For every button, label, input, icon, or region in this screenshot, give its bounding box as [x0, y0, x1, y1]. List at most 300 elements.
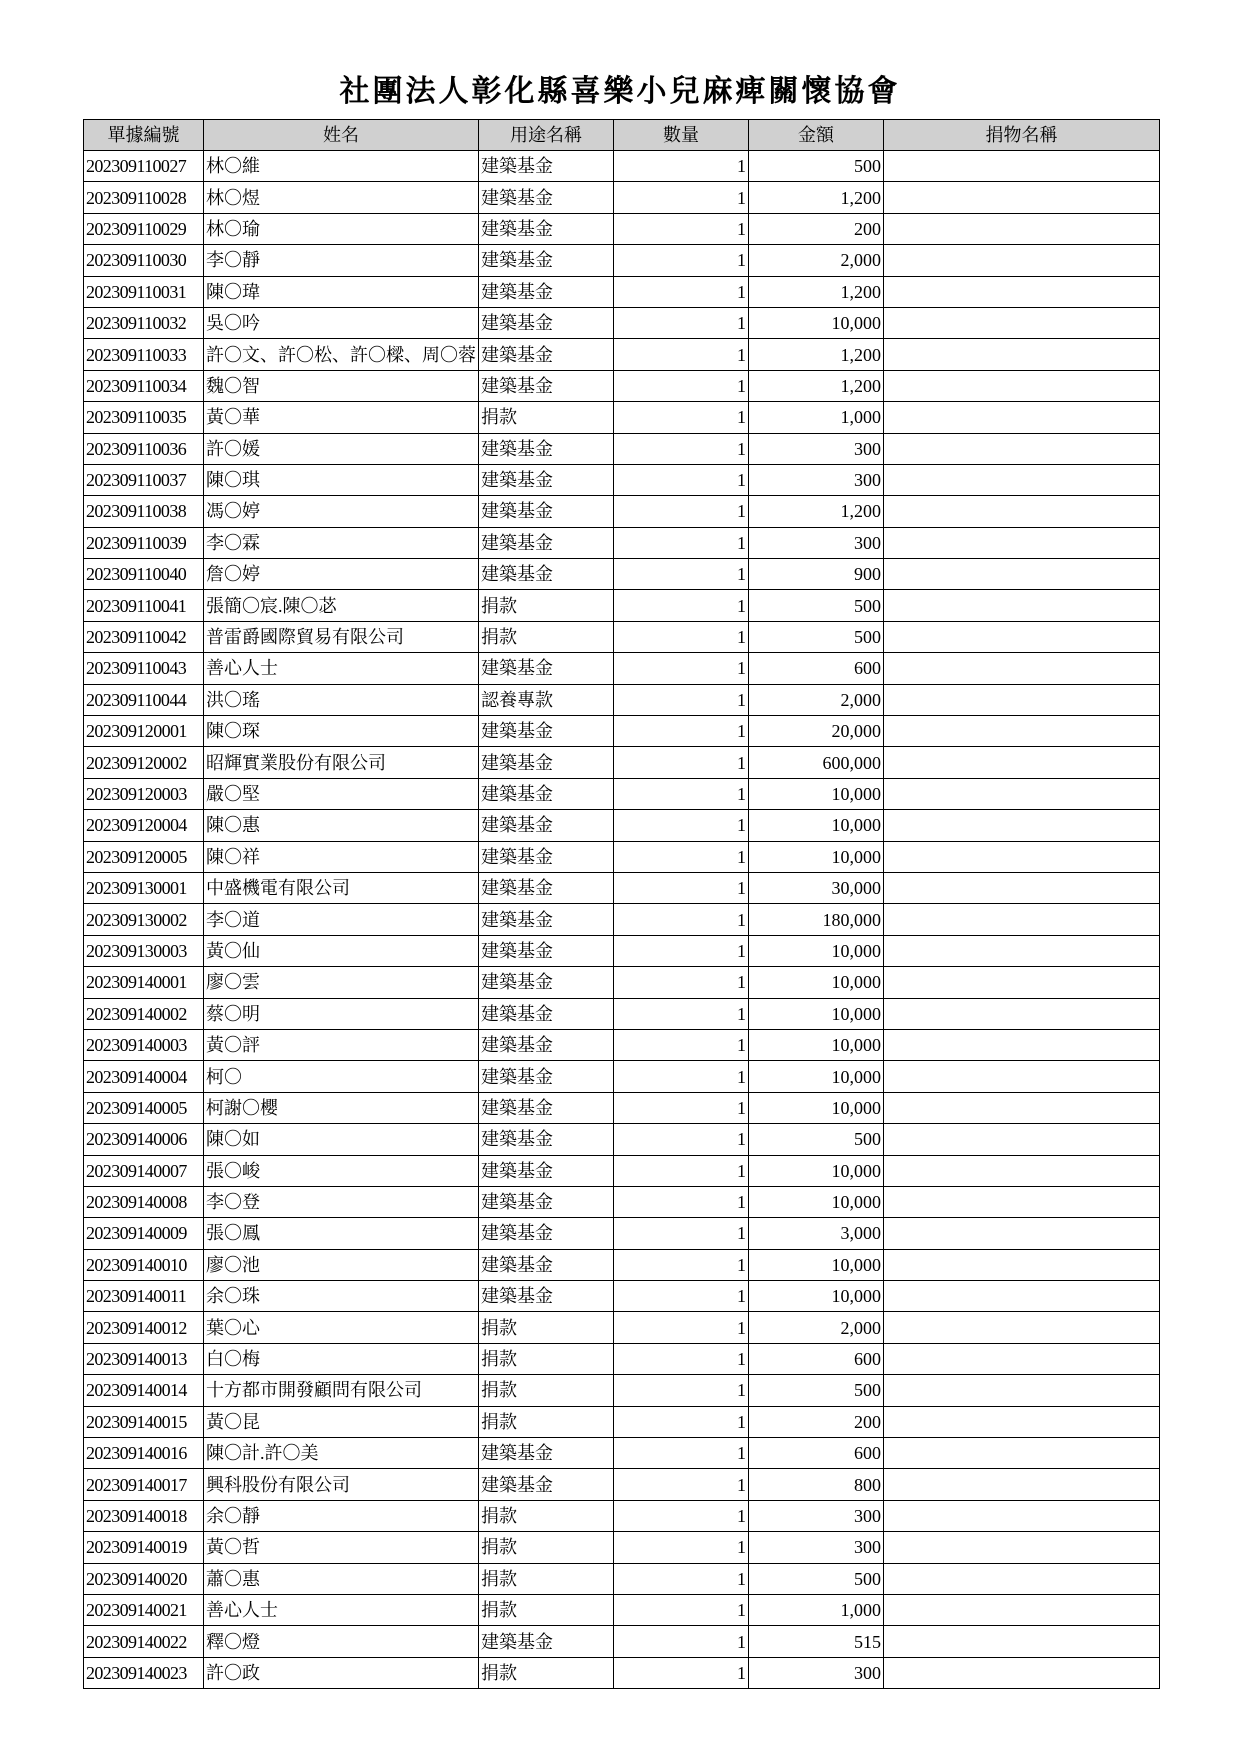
quantity-cell: 1	[614, 1563, 749, 1594]
amount-cell: 2,000	[749, 684, 884, 715]
purpose-cell: 建築基金	[479, 1218, 614, 1249]
receipt-number-cell: 202309140010	[84, 1249, 204, 1280]
receipt-number-cell: 202309110031	[84, 276, 204, 307]
purpose-cell: 建築基金	[479, 433, 614, 464]
amount-cell: 600,000	[749, 747, 884, 778]
table-row	[84, 653, 1160, 684]
donor-name-cell: 黃〇華	[204, 402, 479, 433]
amount-cell: 1,200	[749, 496, 884, 527]
purpose-cell: 建築基金	[479, 1186, 614, 1217]
table-row	[84, 307, 1160, 338]
donated-item-cell	[884, 559, 1160, 590]
purpose-cell: 捐款	[479, 402, 614, 433]
donor-name-cell: 陳〇祥	[204, 841, 479, 872]
purpose-cell: 建築基金	[479, 716, 614, 747]
donated-item-cell	[884, 716, 1160, 747]
quantity-cell: 1	[614, 1406, 749, 1437]
table-row	[84, 276, 1160, 307]
amount-cell: 500	[749, 1124, 884, 1155]
donor-name-cell: 善心人士	[204, 653, 479, 684]
donor-name-cell: 柯〇	[204, 1061, 479, 1092]
amount-cell: 500	[749, 590, 884, 621]
donor-name-cell: 余〇珠	[204, 1281, 479, 1312]
header-receipt-number: 單據編號	[84, 120, 204, 151]
amount-cell: 300	[749, 1532, 884, 1563]
table-row	[84, 872, 1160, 903]
amount-cell: 200	[749, 1406, 884, 1437]
quantity-cell: 1	[614, 684, 749, 715]
donated-item-cell	[884, 245, 1160, 276]
amount-cell: 10,000	[749, 967, 884, 998]
table-row	[84, 1343, 1160, 1374]
receipt-number-cell: 202309140004	[84, 1061, 204, 1092]
amount-cell: 180,000	[749, 904, 884, 935]
donor-name-cell: 陳〇琛	[204, 716, 479, 747]
amount-cell: 900	[749, 559, 884, 590]
table-row	[84, 1281, 1160, 1312]
purpose-cell: 建築基金	[479, 496, 614, 527]
table-row	[84, 1406, 1160, 1437]
receipt-number-cell: 202309140020	[84, 1563, 204, 1594]
purpose-cell: 建築基金	[479, 967, 614, 998]
receipt-number-cell: 202309120005	[84, 841, 204, 872]
donated-item-cell	[884, 496, 1160, 527]
donated-item-cell	[884, 967, 1160, 998]
quantity-cell: 1	[614, 590, 749, 621]
donor-name-cell: 林〇瑜	[204, 213, 479, 244]
amount-cell: 10,000	[749, 1249, 884, 1280]
table-row	[84, 1438, 1160, 1469]
receipt-number-cell: 202309110028	[84, 182, 204, 213]
amount-cell: 1,200	[749, 182, 884, 213]
receipt-number-cell: 202309140009	[84, 1218, 204, 1249]
receipt-number-cell: 202309120002	[84, 747, 204, 778]
quantity-cell: 1	[614, 464, 749, 495]
donation-table	[83, 119, 1160, 1689]
donor-name-cell: 李〇霖	[204, 527, 479, 558]
quantity-cell: 1	[614, 1438, 749, 1469]
amount-cell: 600	[749, 653, 884, 684]
donor-name-cell: 詹〇婷	[204, 559, 479, 590]
amount-cell: 10,000	[749, 1186, 884, 1217]
donated-item-cell	[884, 590, 1160, 621]
donor-name-cell: 張簡〇宸.陳〇苾	[204, 590, 479, 621]
quantity-cell: 1	[614, 904, 749, 935]
purpose-cell: 建築基金	[479, 904, 614, 935]
table-row	[84, 1532, 1160, 1563]
table-row	[84, 841, 1160, 872]
donor-name-cell: 許〇文、許〇松、許〇樑、周〇蓉	[204, 339, 479, 370]
donated-item-cell	[884, 370, 1160, 401]
donated-item-cell	[884, 1469, 1160, 1500]
donated-item-cell	[884, 213, 1160, 244]
receipt-number-cell: 202309110038	[84, 496, 204, 527]
purpose-cell: 建築基金	[479, 307, 614, 338]
table-row	[84, 433, 1160, 464]
amount-cell: 800	[749, 1469, 884, 1500]
purpose-cell: 建築基金	[479, 653, 614, 684]
receipt-number-cell: 202309110036	[84, 433, 204, 464]
quantity-cell: 1	[614, 747, 749, 778]
table-row	[84, 1092, 1160, 1123]
table-row	[84, 151, 1160, 182]
table-row	[84, 1249, 1160, 1280]
donor-name-cell: 魏〇智	[204, 370, 479, 401]
purpose-cell: 建築基金	[479, 935, 614, 966]
donor-name-cell: 黃〇評	[204, 1029, 479, 1060]
donated-item-cell	[884, 1406, 1160, 1437]
receipt-number-cell: 202309110034	[84, 370, 204, 401]
donated-item-cell	[884, 1594, 1160, 1625]
donated-item-cell	[884, 527, 1160, 558]
donor-name-cell: 廖〇池	[204, 1249, 479, 1280]
amount-cell: 300	[749, 527, 884, 558]
donor-name-cell: 陳〇計.許〇美	[204, 1438, 479, 1469]
purpose-cell: 建築基金	[479, 1626, 614, 1657]
purpose-cell: 建築基金	[479, 464, 614, 495]
donor-name-cell: 張〇峻	[204, 1155, 479, 1186]
receipt-number-cell: 202309110042	[84, 621, 204, 652]
donated-item-cell	[884, 1312, 1160, 1343]
table-row	[84, 590, 1160, 621]
purpose-cell: 建築基金	[479, 339, 614, 370]
receipt-number-cell: 202309140014	[84, 1375, 204, 1406]
quantity-cell: 1	[614, 559, 749, 590]
donor-name-cell: 蕭〇惠	[204, 1563, 479, 1594]
donated-item-cell	[884, 935, 1160, 966]
purpose-cell: 捐款	[479, 1563, 614, 1594]
donated-item-cell	[884, 307, 1160, 338]
purpose-cell: 捐款	[479, 1657, 614, 1688]
table-row	[84, 245, 1160, 276]
quantity-cell: 1	[614, 1092, 749, 1123]
donor-name-cell: 黃〇仙	[204, 935, 479, 966]
donor-name-cell: 馮〇婷	[204, 496, 479, 527]
quantity-cell: 1	[614, 1500, 749, 1531]
purpose-cell: 建築基金	[479, 1029, 614, 1060]
donor-name-cell: 蔡〇明	[204, 998, 479, 1029]
purpose-cell: 捐款	[479, 1375, 614, 1406]
donor-name-cell: 柯謝〇櫻	[204, 1092, 479, 1123]
quantity-cell: 1	[614, 998, 749, 1029]
table-row	[84, 1626, 1160, 1657]
purpose-cell: 建築基金	[479, 151, 614, 182]
receipt-number-cell: 202309140019	[84, 1532, 204, 1563]
donor-name-cell: 黃〇哲	[204, 1532, 479, 1563]
donated-item-cell	[884, 1532, 1160, 1563]
receipt-number-cell: 202309110029	[84, 213, 204, 244]
table-row	[84, 1657, 1160, 1688]
receipt-number-cell: 202309140002	[84, 998, 204, 1029]
amount-cell: 10,000	[749, 1061, 884, 1092]
purpose-cell: 建築基金	[479, 1249, 614, 1280]
quantity-cell: 1	[614, 527, 749, 558]
donated-item-cell	[884, 1281, 1160, 1312]
donated-item-cell	[884, 841, 1160, 872]
quantity-cell: 1	[614, 1186, 749, 1217]
quantity-cell: 1	[614, 841, 749, 872]
quantity-cell: 1	[614, 1312, 749, 1343]
donated-item-cell	[884, 1092, 1160, 1123]
purpose-cell: 建築基金	[479, 370, 614, 401]
table-row	[84, 716, 1160, 747]
amount-cell: 10,000	[749, 810, 884, 841]
donated-item-cell	[884, 1563, 1160, 1594]
amount-cell: 10,000	[749, 307, 884, 338]
quantity-cell: 1	[614, 621, 749, 652]
quantity-cell: 1	[614, 653, 749, 684]
amount-cell: 10,000	[749, 1092, 884, 1123]
receipt-number-cell: 202309140023	[84, 1657, 204, 1688]
purpose-cell: 認養專款	[479, 684, 614, 715]
donated-item-cell	[884, 1124, 1160, 1155]
quantity-cell: 1	[614, 496, 749, 527]
purpose-cell: 建築基金	[479, 1061, 614, 1092]
purpose-cell: 建築基金	[479, 1281, 614, 1312]
amount-cell: 300	[749, 464, 884, 495]
receipt-number-cell: 202309140011	[84, 1281, 204, 1312]
purpose-cell: 建築基金	[479, 559, 614, 590]
receipt-number-cell: 202309110037	[84, 464, 204, 495]
amount-cell: 300	[749, 1500, 884, 1531]
quantity-cell: 1	[614, 151, 749, 182]
donor-name-cell: 陳〇如	[204, 1124, 479, 1155]
amount-cell: 10,000	[749, 1155, 884, 1186]
purpose-cell: 建築基金	[479, 182, 614, 213]
table-row	[84, 684, 1160, 715]
purpose-cell: 建築基金	[479, 810, 614, 841]
header-amount: 金額	[749, 120, 884, 151]
donated-item-cell	[884, 151, 1160, 182]
purpose-cell: 建築基金	[479, 778, 614, 809]
receipt-number-cell: 202309110030	[84, 245, 204, 276]
table-row	[84, 370, 1160, 401]
donated-item-cell	[884, 1343, 1160, 1374]
table-row	[84, 1124, 1160, 1155]
quantity-cell: 1	[614, 810, 749, 841]
purpose-cell: 建築基金	[479, 245, 614, 276]
table-row	[84, 1218, 1160, 1249]
table-header-row	[84, 120, 1160, 151]
purpose-cell: 建築基金	[479, 213, 614, 244]
purpose-cell: 建築基金	[479, 1092, 614, 1123]
amount-cell: 300	[749, 433, 884, 464]
table-row	[84, 810, 1160, 841]
quantity-cell: 1	[614, 1626, 749, 1657]
receipt-number-cell: 202309140018	[84, 1500, 204, 1531]
purpose-cell: 捐款	[479, 1343, 614, 1374]
quantity-cell: 1	[614, 1594, 749, 1625]
amount-cell: 10,000	[749, 1029, 884, 1060]
header-quantity: 數量	[614, 120, 749, 151]
receipt-number-cell: 202309110041	[84, 590, 204, 621]
donor-name-cell: 洪〇瑤	[204, 684, 479, 715]
receipt-number-cell: 202309140008	[84, 1186, 204, 1217]
receipt-number-cell: 202309120001	[84, 716, 204, 747]
receipt-number-cell: 202309110040	[84, 559, 204, 590]
donated-item-cell	[884, 1155, 1160, 1186]
amount-cell: 10,000	[749, 935, 884, 966]
donor-name-cell: 張〇鳳	[204, 1218, 479, 1249]
amount-cell: 10,000	[749, 778, 884, 809]
purpose-cell: 捐款	[479, 590, 614, 621]
table-row	[84, 339, 1160, 370]
amount-cell: 3,000	[749, 1218, 884, 1249]
donor-name-cell: 陳〇琪	[204, 464, 479, 495]
donated-item-cell	[884, 684, 1160, 715]
amount-cell: 500	[749, 1563, 884, 1594]
amount-cell: 300	[749, 1657, 884, 1688]
quantity-cell: 1	[614, 1343, 749, 1374]
quantity-cell: 1	[614, 307, 749, 338]
table-row	[84, 1500, 1160, 1531]
header-donated-item: 捐物名稱	[884, 120, 1160, 151]
table-row	[84, 747, 1160, 778]
donated-item-cell	[884, 1626, 1160, 1657]
donor-name-cell: 許〇政	[204, 1657, 479, 1688]
quantity-cell: 1	[614, 716, 749, 747]
donated-item-cell	[884, 433, 1160, 464]
receipt-number-cell: 202309110035	[84, 402, 204, 433]
quantity-cell: 1	[614, 1249, 749, 1280]
donated-item-cell	[884, 778, 1160, 809]
amount-cell: 500	[749, 151, 884, 182]
table-row	[84, 464, 1160, 495]
purpose-cell: 建築基金	[479, 872, 614, 903]
table-row	[84, 935, 1160, 966]
donor-name-cell: 吳〇吟	[204, 307, 479, 338]
donor-name-cell: 李〇登	[204, 1186, 479, 1217]
purpose-cell: 捐款	[479, 1406, 614, 1437]
table-row	[84, 621, 1160, 652]
donated-item-cell	[884, 1657, 1160, 1688]
donated-item-cell	[884, 1438, 1160, 1469]
purpose-cell: 建築基金	[479, 747, 614, 778]
donated-item-cell	[884, 1249, 1160, 1280]
donated-item-cell	[884, 872, 1160, 903]
donated-item-cell	[884, 747, 1160, 778]
receipt-number-cell: 202309120004	[84, 810, 204, 841]
donor-name-cell: 十方都市開發顧問有限公司	[204, 1375, 479, 1406]
table-row	[84, 213, 1160, 244]
table-row	[84, 1594, 1160, 1625]
amount-cell: 500	[749, 1375, 884, 1406]
amount-cell: 1,200	[749, 339, 884, 370]
receipt-number-cell: 202309110043	[84, 653, 204, 684]
receipt-number-cell: 202309140016	[84, 1438, 204, 1469]
donated-item-cell	[884, 276, 1160, 307]
table-row	[84, 1469, 1160, 1500]
receipt-number-cell: 202309140003	[84, 1029, 204, 1060]
amount-cell: 2,000	[749, 245, 884, 276]
donated-item-cell	[884, 904, 1160, 935]
purpose-cell: 捐款	[479, 1500, 614, 1531]
quantity-cell: 1	[614, 433, 749, 464]
donated-item-cell	[884, 339, 1160, 370]
receipt-number-cell: 202309140001	[84, 967, 204, 998]
table-row	[84, 527, 1160, 558]
header-purpose: 用途名稱	[479, 120, 614, 151]
amount-cell: 515	[749, 1626, 884, 1657]
receipt-number-cell: 202309140012	[84, 1312, 204, 1343]
purpose-cell: 建築基金	[479, 1469, 614, 1500]
donated-item-cell	[884, 1218, 1160, 1249]
amount-cell: 1,200	[749, 370, 884, 401]
table-body	[84, 151, 1160, 1689]
quantity-cell: 1	[614, 402, 749, 433]
donated-item-cell	[884, 182, 1160, 213]
quantity-cell: 1	[614, 1061, 749, 1092]
quantity-cell: 1	[614, 182, 749, 213]
receipt-number-cell: 202309140022	[84, 1626, 204, 1657]
quantity-cell: 1	[614, 1375, 749, 1406]
table-row	[84, 182, 1160, 213]
quantity-cell: 1	[614, 1155, 749, 1186]
table-row	[84, 496, 1160, 527]
donor-name-cell: 林〇煜	[204, 182, 479, 213]
receipt-number-cell: 202309110027	[84, 151, 204, 182]
quantity-cell: 1	[614, 245, 749, 276]
purpose-cell: 建築基金	[479, 1124, 614, 1155]
table-row	[84, 1061, 1160, 1092]
receipt-number-cell: 202309140017	[84, 1469, 204, 1500]
receipt-number-cell: 202309140015	[84, 1406, 204, 1437]
quantity-cell: 1	[614, 935, 749, 966]
table-row	[84, 1155, 1160, 1186]
receipt-number-cell: 202309140013	[84, 1343, 204, 1374]
donated-item-cell	[884, 810, 1160, 841]
document-title: 社團法人彰化縣喜樂小兒麻痺關懷協會	[339, 74, 901, 109]
purpose-cell: 建築基金	[479, 841, 614, 872]
donated-item-cell	[884, 1029, 1160, 1060]
donor-name-cell: 陳〇瑋	[204, 276, 479, 307]
donor-name-cell: 興科股份有限公司	[204, 1469, 479, 1500]
table-row	[84, 967, 1160, 998]
donated-item-cell	[884, 1375, 1160, 1406]
table-row	[84, 1375, 1160, 1406]
donated-item-cell	[884, 621, 1160, 652]
quantity-cell: 1	[614, 1657, 749, 1688]
table-row	[84, 1029, 1160, 1060]
receipt-number-cell: 202309140021	[84, 1594, 204, 1625]
donated-item-cell	[884, 1500, 1160, 1531]
amount-cell: 10,000	[749, 1281, 884, 1312]
receipt-number-cell: 202309130002	[84, 904, 204, 935]
quantity-cell: 1	[614, 1469, 749, 1500]
donor-name-cell: 廖〇雲	[204, 967, 479, 998]
donated-item-cell	[884, 402, 1160, 433]
receipt-number-cell: 202309110032	[84, 307, 204, 338]
receipt-number-cell: 202309130003	[84, 935, 204, 966]
donor-name-cell: 昭輝實業股份有限公司	[204, 747, 479, 778]
receipt-number-cell: 202309140005	[84, 1092, 204, 1123]
purpose-cell: 捐款	[479, 1594, 614, 1625]
header-donor-name: 姓名	[204, 120, 479, 151]
receipt-number-cell: 202309110044	[84, 684, 204, 715]
donated-item-cell	[884, 464, 1160, 495]
amount-cell: 20,000	[749, 716, 884, 747]
table-row	[84, 778, 1160, 809]
amount-cell: 10,000	[749, 841, 884, 872]
amount-cell: 2,000	[749, 1312, 884, 1343]
table-row	[84, 402, 1160, 433]
donated-item-cell	[884, 653, 1160, 684]
purpose-cell: 建築基金	[479, 276, 614, 307]
donated-item-cell	[884, 1061, 1160, 1092]
quantity-cell: 1	[614, 967, 749, 998]
table-row	[84, 1186, 1160, 1217]
donor-name-cell: 李〇道	[204, 904, 479, 935]
